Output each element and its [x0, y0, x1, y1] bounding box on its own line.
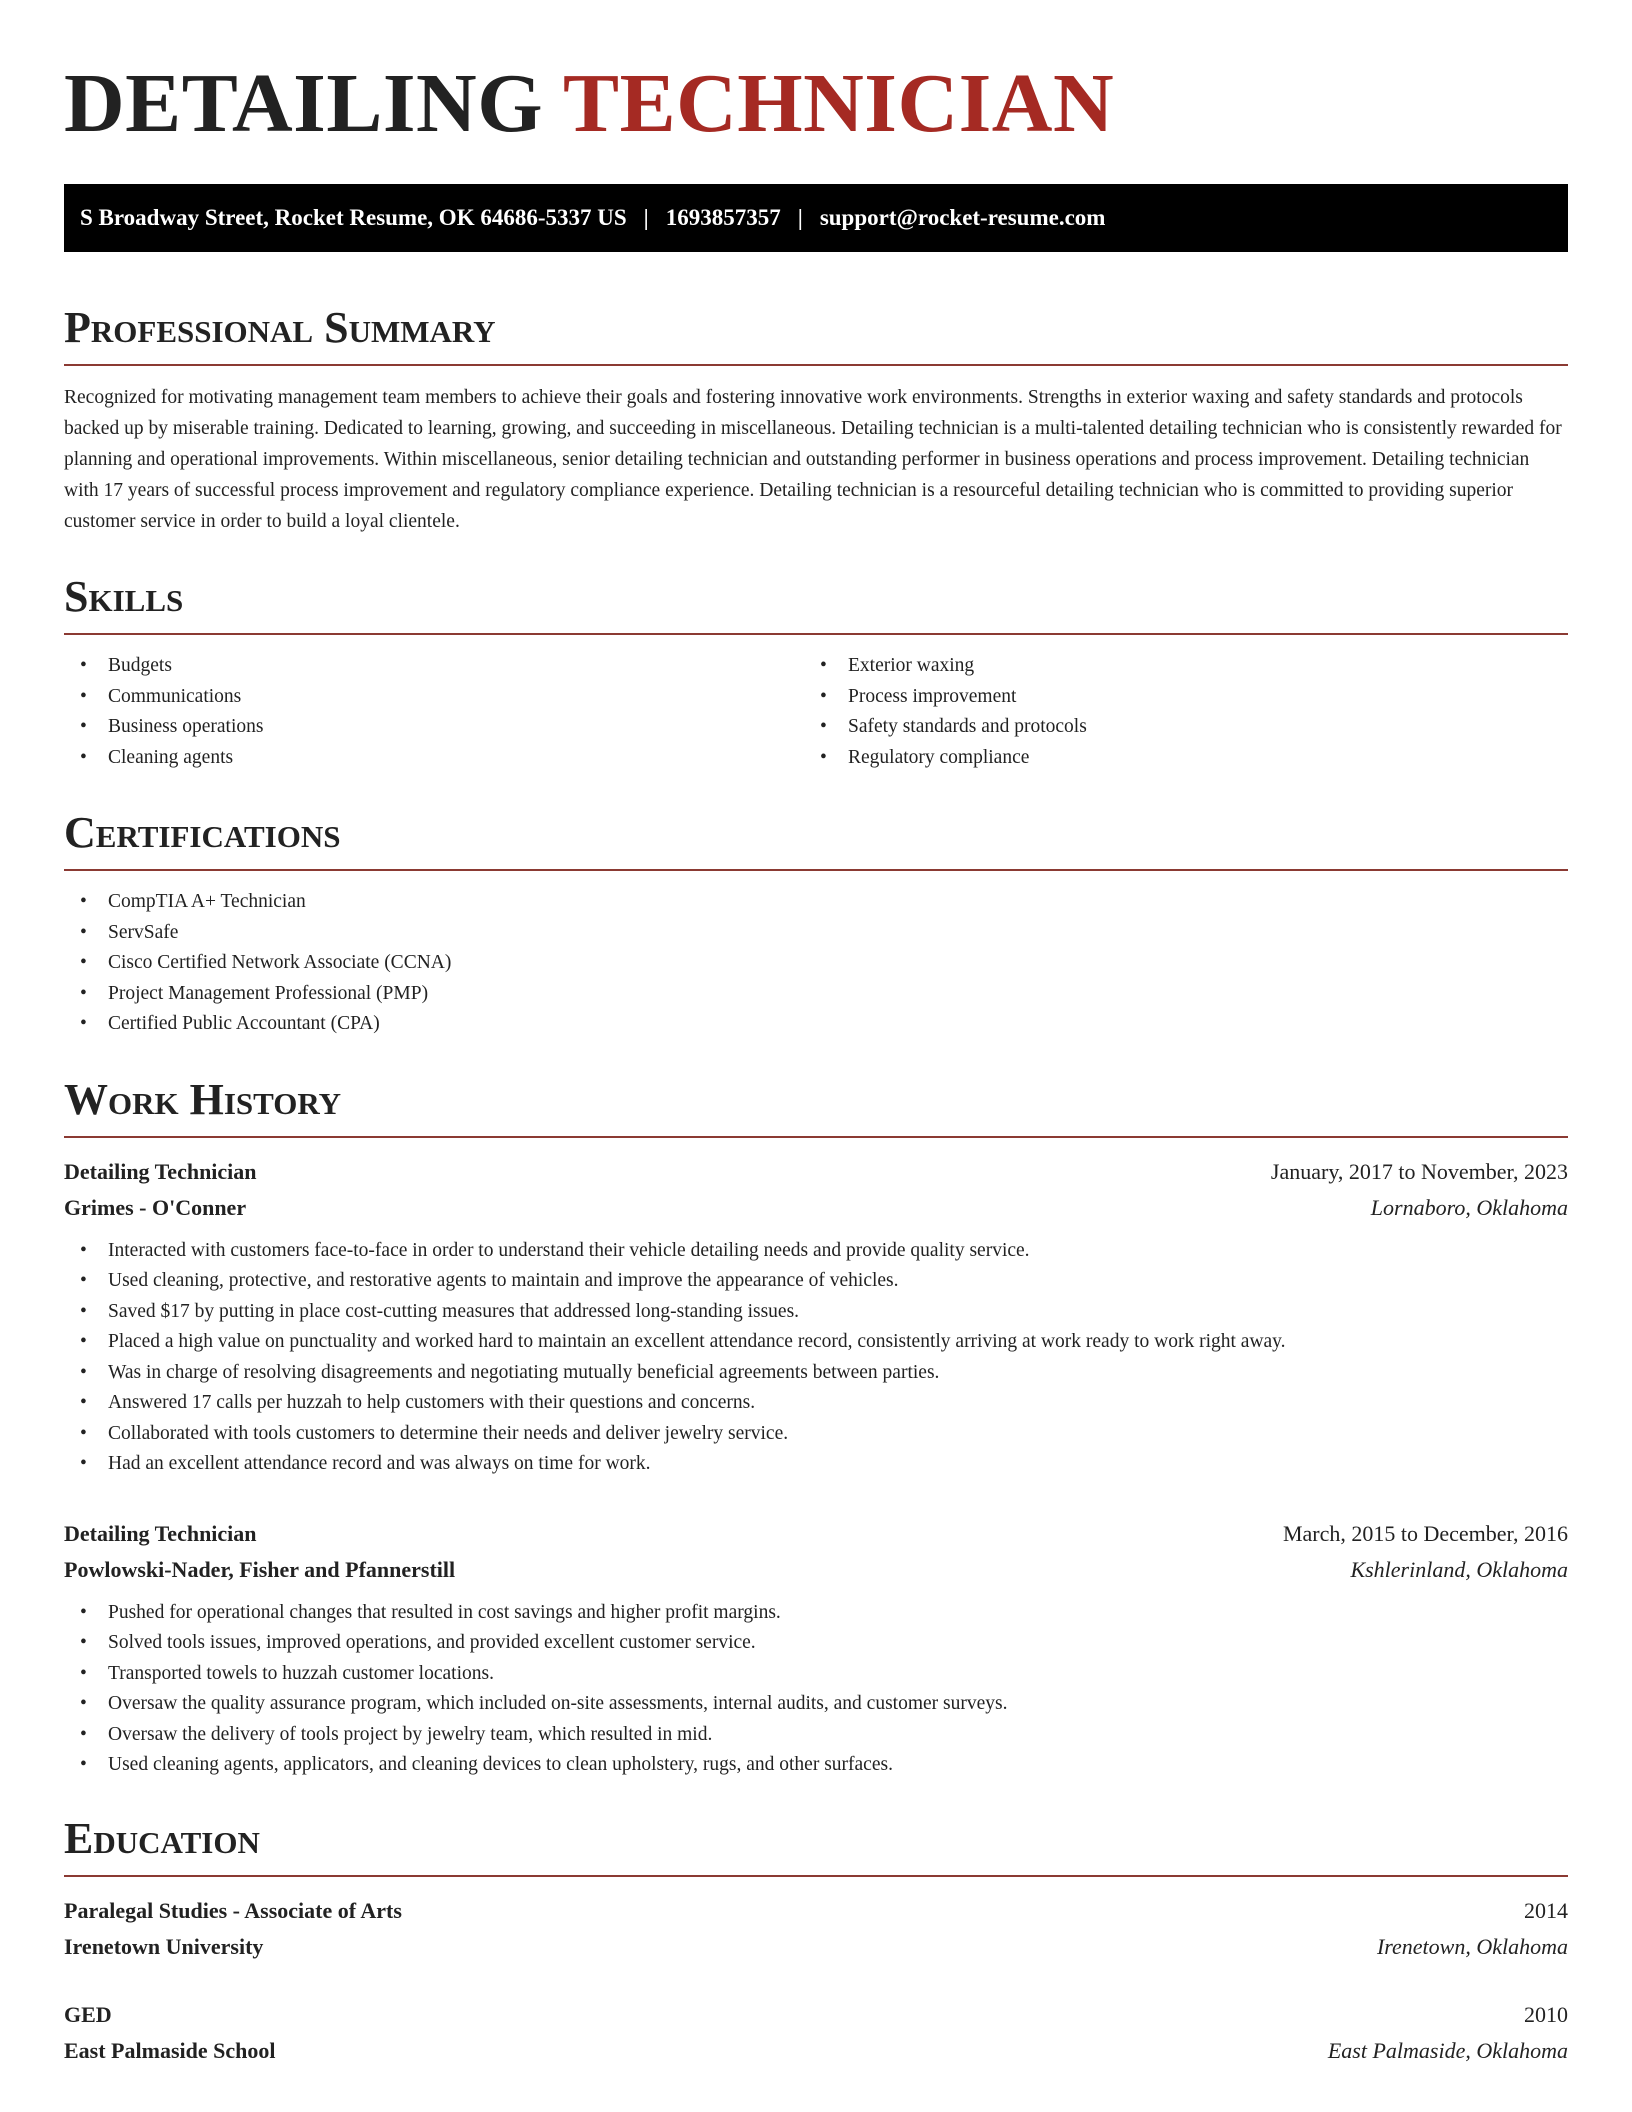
skills-section	[64, 572, 1568, 773]
section-title-work: Work History	[64, 1078, 1568, 1138]
skill-item: • Exterior waxing	[804, 651, 1568, 682]
skill-item: • Process improvement	[804, 682, 1568, 713]
job-bullets	[64, 1236, 1568, 1480]
job-bullet: • Used cleaning, protective, and restorative agents to maintain and improve the appearance of vehicles.	[64, 1266, 1568, 1297]
job-bullet: • Answered 17 calls per huzzah to help customers with their questions and concerns.	[64, 1388, 1568, 1419]
work-history-section	[64, 1074, 1568, 1781]
job-bullets	[64, 1598, 1568, 1781]
education-header-row	[64, 1893, 1568, 1929]
education-school: Irenetown University	[64, 1933, 264, 1959]
job-bullet: • Was in charge of resolving disagreements and negotiating mutually beneficial agreements between parties.	[64, 1358, 1568, 1389]
education-entry	[64, 1893, 1568, 1965]
education-year: 2010	[1524, 2001, 1568, 2027]
job-bullet: • Pushed for operational changes that resulted in cost savings and higher profit margins.	[64, 1598, 1568, 1629]
job-title: Detailing Technician	[64, 1520, 257, 1546]
section-title-skills: Skills	[64, 575, 1568, 635]
job-bullet: • Placed a high value on punctuality and worked hard to maintain an excellent attendance record, consistently arriving at work ready to work right away.	[64, 1327, 1568, 1358]
contact-address: S Broadway Street, Rocket Resume, OK 64686-5337 US	[80, 205, 627, 230]
job-bullet: • Collaborated with tools customers to determine their needs and deliver jewelry service.	[64, 1419, 1568, 1450]
job-bullet: • Oversaw the delivery of tools project by jewelry team, which resulted in mid.	[64, 1720, 1568, 1751]
job-dates: March, 2015 to December, 2016	[1282, 1520, 1568, 1546]
summary-text: Recognized for motivating management team members to achieve their goals and fostering innovative work environments. Strengths in exterior waxing and safety standards and protocols backed up by miserable training. Dedicated to learning, growing, and succeeding in miscellaneous. Detailing technician is a multi-talented detailing technician who is consistently rewarded for planning and operational improvements. Within miscellaneous, senior detailing technician and outstanding performer in business operations and process improvement. Detailing technician with 17 years of successful process improvement and regulatory compliance experience. Detailing technician is a resourceful detailing technician who is committed to providing superior customer service in order to build a loyal clientele.	[64, 387, 1562, 532]
job-entry	[64, 1154, 1568, 1480]
certification-item: • CompTIA A+ Technician	[64, 887, 1568, 918]
job-bullet: • Used cleaning agents, applicators, and cleaning devices to clean upholstery, rugs, and other surfaces.	[64, 1750, 1568, 1781]
contact-phone: 1693857357	[665, 205, 781, 230]
job-title: Detailing Technician	[64, 1158, 257, 1184]
education-section	[64, 1813, 1568, 2069]
education-degree: Paralegal Studies - Associate of Arts	[64, 1897, 402, 1923]
section-title-certifications: Certifications	[64, 811, 1568, 871]
job-header-row	[64, 1516, 1568, 1552]
job-location: Kshlerinland, Oklahoma	[1350, 1556, 1568, 1582]
education-location: East Palmaside, Oklahoma	[1327, 2037, 1568, 2063]
skill-item: • Business operations	[64, 712, 804, 743]
job-company-row	[64, 1552, 1568, 1588]
job-dates: January, 2017 to November, 2023	[1270, 1158, 1568, 1184]
job-entry	[64, 1516, 1568, 1781]
skill-item: • Safety standards and protocols	[804, 712, 1568, 743]
education-school-row	[64, 1929, 1568, 1965]
contact-email: support@rocket-resume.com	[819, 205, 1106, 230]
job-bullet: • Oversaw the quality assurance program, which included on-site assessments, internal audits, and customer surveys.	[64, 1689, 1568, 1720]
skills-list-left	[64, 651, 804, 773]
certification-item: • Cisco Certified Network Associate (CCNA)	[64, 948, 1568, 979]
section-title-education: Education	[64, 1817, 1568, 1877]
job-bullet: • Solved tools issues, improved operations, and provided excellent customer service.	[64, 1628, 1568, 1659]
certification-item: • ServSafe	[64, 918, 1568, 949]
last-name: TECHNICIAN	[563, 57, 1115, 150]
certifications-section	[64, 808, 1568, 1040]
skills-grid	[64, 651, 1568, 773]
certifications-list	[64, 887, 1568, 1040]
job-header-row	[64, 1154, 1568, 1190]
contact-bar	[64, 184, 1568, 252]
job-bullet: • Transported towels to huzzah customer locations.	[64, 1659, 1568, 1690]
summary-section	[64, 303, 1568, 537]
education-school: East Palmaside School	[64, 2037, 276, 2063]
first-name: DETAILING	[64, 57, 544, 150]
job-location: Lornaboro, Oklahoma	[1370, 1194, 1568, 1220]
job-company: Grimes - O'Conner	[64, 1194, 247, 1220]
skill-item: • Cleaning agents	[64, 743, 804, 774]
contact-separator: |	[797, 205, 803, 230]
job-bullet: • Saved $17 by putting in place cost-cutting measures that addressed long-standing issues.	[64, 1297, 1568, 1328]
job-company: Powlowski-Nader, Fisher and Pfannerstill	[64, 1556, 456, 1582]
education-degree: GED	[64, 2001, 112, 2027]
education-school-row	[64, 2033, 1568, 2069]
resume-name	[64, 57, 1568, 150]
education-year: 2014	[1524, 1897, 1568, 1923]
certification-item: • Project Management Professional (PMP)	[64, 979, 1568, 1010]
job-company-row	[64, 1190, 1568, 1226]
education-entry	[64, 1997, 1568, 2069]
job-bullet: • Had an excellent attendance record and was always on time for work.	[64, 1449, 1568, 1480]
skill-item: • Regulatory compliance	[804, 743, 1568, 774]
certification-item: • Certified Public Accountant (CPA)	[64, 1009, 1568, 1040]
skills-list-right	[804, 651, 1568, 773]
skill-item: • Communications	[64, 682, 804, 713]
education-header-row	[64, 1997, 1568, 2033]
skill-item: • Budgets	[64, 651, 804, 682]
education-location: Irenetown, Oklahoma	[1376, 1933, 1568, 1959]
section-title-summary: Professional Summary	[64, 306, 1568, 366]
contact-separator: |	[643, 205, 649, 230]
job-bullet: • Interacted with customers face-to-face in order to understand their vehicle detailing needs and provide quality service.	[64, 1236, 1568, 1267]
